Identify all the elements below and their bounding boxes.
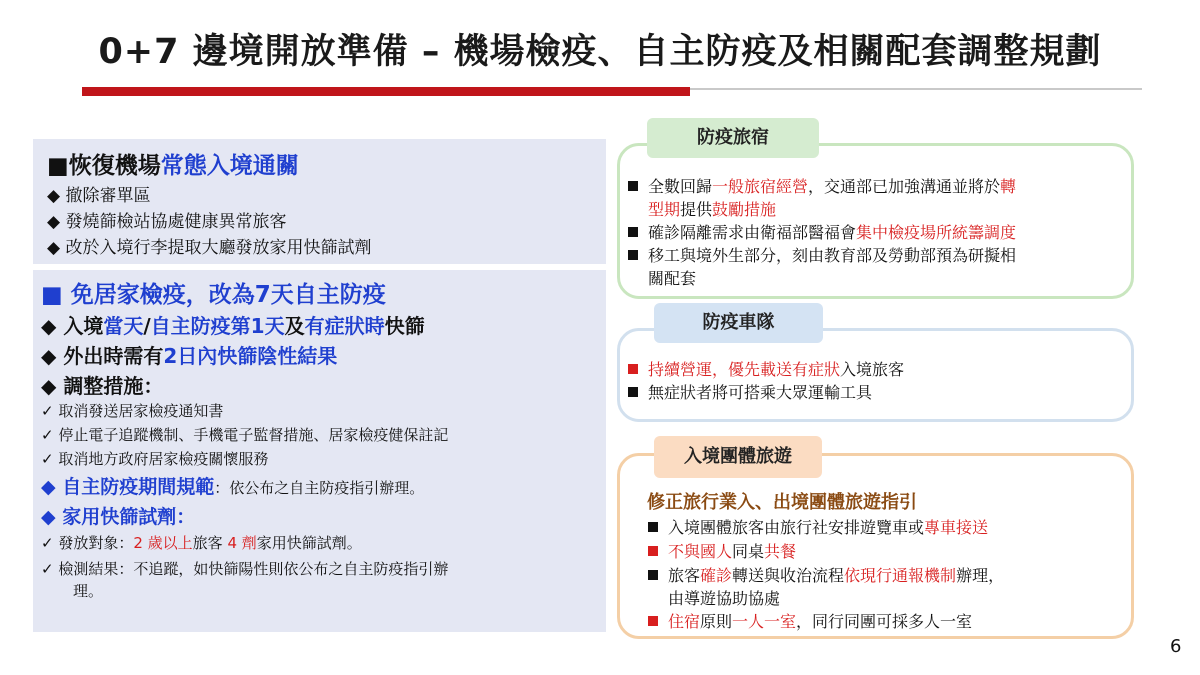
tour-line: 住宿原則一人一室，同行同團可採多人一室 bbox=[648, 610, 972, 633]
hotel-line: 全數回歸一般旅宿經營，交通部已加強溝通並將於轉 bbox=[628, 175, 1016, 198]
tour-line: 不與國人同桌共餐 bbox=[648, 540, 796, 563]
bullet-square-icon bbox=[628, 227, 638, 237]
self-health-management-panel bbox=[33, 270, 606, 632]
slide-title: 0+7 邊境開放準備 – 機場檢疫、自主防疫及相關配套調整規劃 bbox=[98, 32, 1102, 72]
quarantine-hotel-tab: 防疫旅宿 bbox=[647, 118, 819, 158]
kit-result-cont: 理。 bbox=[73, 582, 104, 600]
self-management-rule: ◆ 自主防疫期間規範：依公布之自主防疫指引辦理。 bbox=[41, 476, 425, 498]
check-item: ✓ 取消發送居家檢疫通知書 bbox=[41, 402, 224, 420]
airport-clearance-panel bbox=[33, 139, 606, 264]
group-tour-heading: 修正旅行業入、出境團體旅遊指引 bbox=[647, 492, 917, 513]
section2-line2: ◆ 外出時需有2日內快篩陰性結果 bbox=[41, 344, 338, 368]
title-underline-red bbox=[82, 87, 690, 96]
group-tour-tab: 入境團體旅遊 bbox=[654, 436, 822, 478]
tour-line: 入境團體旅客由旅行社安排遊覽車或專車接送 bbox=[648, 516, 988, 539]
fleet-line: 無症狀者將可搭乘大眾運輸工具 bbox=[628, 381, 872, 404]
check-item: ✓ 停止電子追蹤機制、手機電子監督措施、居家檢疫健保註記 bbox=[41, 426, 449, 444]
bullet-square-icon bbox=[648, 546, 658, 556]
bullet-square-icon bbox=[628, 364, 638, 374]
hotel-line-cont: 關配套 bbox=[648, 269, 697, 288]
bullet-square-icon bbox=[628, 250, 638, 260]
page-number: 6 bbox=[1170, 636, 1182, 657]
quarantine-fleet-tab: 防疫車隊 bbox=[654, 303, 823, 343]
tour-line: 旅客確診轉送與收治流程依現行通報機制辦理， bbox=[648, 564, 1004, 587]
tour-line-cont: 由導遊協助協處 bbox=[668, 589, 781, 608]
section1-item: ◆ 發燒篩檢站協處健康異常旅客 bbox=[47, 212, 287, 232]
home-test-kit-heading: ◆ 家用快篩試劑： bbox=[41, 506, 196, 528]
check-item: ✓ 取消地方政府居家檢疫關懷服務 bbox=[41, 450, 269, 468]
hotel-line-cont: 型期提供鼓勵措施 bbox=[648, 200, 777, 219]
kit-result: ✓ 檢測結果：不追蹤，如快篩陽性則依公布之自主防疫指引辦 bbox=[41, 560, 449, 578]
kit-target: ✓ 發放對象：2 歲以上旅客 4 劑家用快篩試劑。 bbox=[41, 534, 362, 552]
bullet-square-icon bbox=[628, 181, 638, 191]
section1-heading: ■恢復機場常態入境通關 bbox=[47, 153, 299, 179]
section1-item: ◆ 改於入境行李提取大廳發放家用快篩試劑 bbox=[47, 238, 372, 258]
hotel-line: 確診隔離需求由衛福部醫福會集中檢疫場所統籌調度 bbox=[628, 221, 1016, 244]
bullet-square-icon bbox=[648, 522, 658, 532]
hotel-line: 移工與境外生部分，刻由教育部及勞動部預為研擬相 bbox=[628, 244, 1016, 267]
section2-heading: ■ 免居家檢疫，改為7天自主防疫 bbox=[41, 282, 386, 308]
title-underline-gray bbox=[690, 88, 1142, 90]
fleet-line: 持續營運，優先載送有症狀入境旅客 bbox=[628, 358, 904, 381]
bullet-square-icon bbox=[648, 616, 658, 626]
section1-item: ◆ 撤除審單區 bbox=[47, 186, 151, 206]
section2-line3: ◆ 調整措施： bbox=[41, 374, 164, 398]
bullet-square-icon bbox=[628, 387, 638, 397]
bullet-square-icon bbox=[648, 570, 658, 580]
section2-line1: ◆ 入境當天/自主防疫第1天及有症狀時快篩 bbox=[41, 314, 425, 338]
